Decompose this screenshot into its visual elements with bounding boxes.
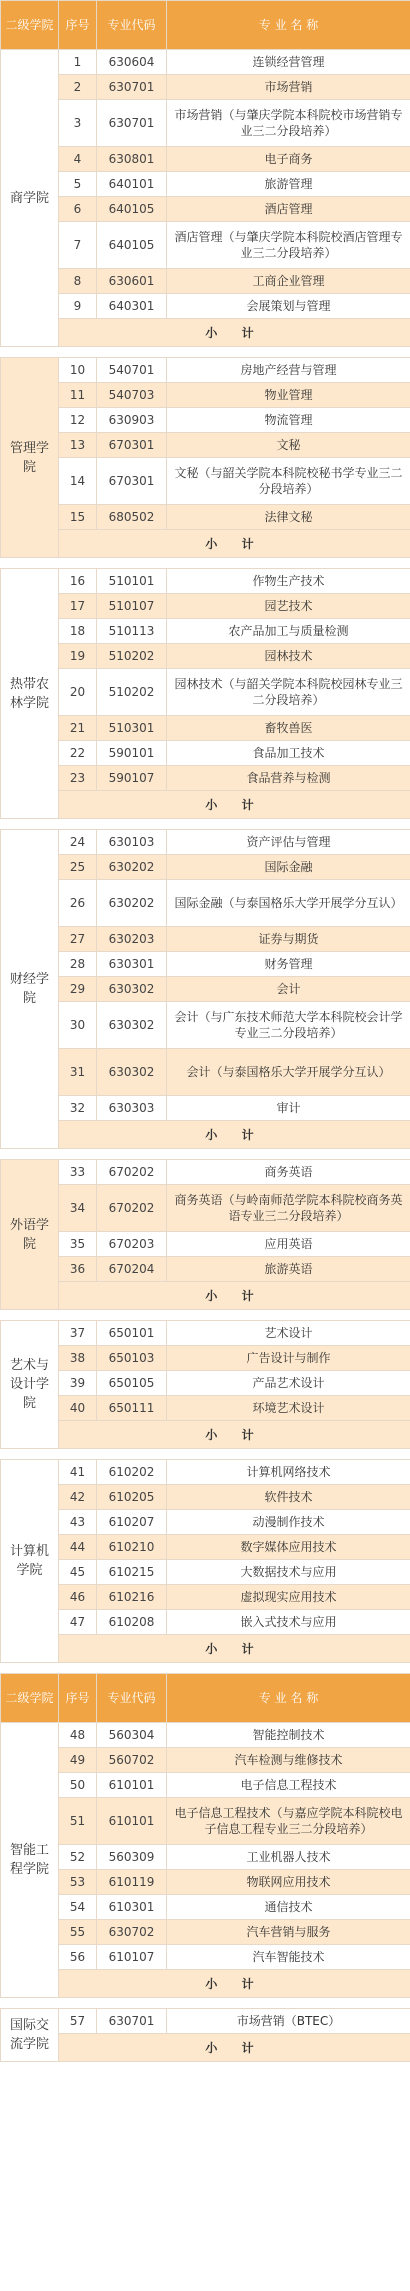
row-number: 34 [59, 1185, 97, 1232]
table-row [1, 1945, 410, 1970]
subtotal-label: 小 计 [59, 319, 410, 347]
major-name: 工商企业管理 [167, 269, 410, 294]
major-code: 680502 [97, 505, 167, 530]
major-code: 630702 [97, 1920, 167, 1945]
major-code: 670203 [97, 1232, 167, 1257]
major-code: 670202 [97, 1160, 167, 1185]
major-name: 园艺技术 [167, 594, 410, 619]
major-code: 630303 [97, 1096, 167, 1121]
major-name: 物流管理 [167, 408, 410, 433]
major-code: 650105 [97, 1371, 167, 1396]
group-gap [1, 1663, 410, 1674]
subtotal-label: 小 计 [59, 1421, 410, 1449]
major-code: 630701 [97, 100, 167, 147]
row-number: 46 [59, 1585, 97, 1610]
table-row [1, 741, 410, 766]
major-code: 630302 [97, 1002, 167, 1049]
major-code: 610101 [97, 1773, 167, 1798]
major-code: 640105 [97, 197, 167, 222]
group-gap [1, 1149, 410, 1160]
row-number: 57 [59, 2009, 97, 2034]
row-number: 39 [59, 1371, 97, 1396]
table-row [1, 1257, 410, 1282]
major-code: 610101 [97, 1798, 167, 1845]
major-code: 670301 [97, 433, 167, 458]
subtotal-row [1, 1121, 410, 1149]
table-row [1, 977, 410, 1002]
row-number: 38 [59, 1346, 97, 1371]
major-name: 电子信息工程技术 [167, 1773, 410, 1798]
major-code: 650101 [97, 1321, 167, 1346]
major-name: 通信技术 [167, 1895, 410, 1920]
major-code: 510202 [97, 644, 167, 669]
major-name: 连锁经营管理 [167, 50, 410, 75]
row-number: 48 [59, 1723, 97, 1748]
table-row [1, 222, 410, 269]
row-number: 10 [59, 358, 97, 383]
table-row [1, 1485, 410, 1510]
table-row [1, 2009, 410, 2034]
major-name: 食品加工技术 [167, 741, 410, 766]
major-name: 资产评估与管理 [167, 830, 410, 855]
row-number: 21 [59, 716, 97, 741]
row-number: 9 [59, 294, 97, 319]
gap-cell [1, 347, 410, 358]
table-row [1, 1870, 410, 1895]
row-number: 53 [59, 1870, 97, 1895]
major-name: 房地产经营与管理 [167, 358, 410, 383]
table-row [1, 952, 410, 977]
row-number: 51 [59, 1798, 97, 1845]
table-row [1, 75, 410, 100]
major-code: 630903 [97, 408, 167, 433]
row-number: 47 [59, 1610, 97, 1635]
table-row [1, 358, 410, 383]
row-number: 22 [59, 741, 97, 766]
major-code: 640101 [97, 172, 167, 197]
major-name: 文秘（与韶关学院本科院校秘书学专业三二分段培养） [167, 458, 410, 505]
major-name: 国际金融（与泰国格乐大学开展学分互认） [167, 880, 410, 927]
major-code: 670204 [97, 1257, 167, 1282]
row-number: 41 [59, 1460, 97, 1485]
row-number: 11 [59, 383, 97, 408]
header-name: 专 业 名 称 [167, 1674, 410, 1723]
college-cell: 商学院 [1, 50, 59, 347]
table-row [1, 458, 410, 505]
row-number: 40 [59, 1396, 97, 1421]
major-code: 610216 [97, 1585, 167, 1610]
college-cell: 管理学院 [1, 358, 59, 558]
major-code: 630103 [97, 830, 167, 855]
table-row [1, 1845, 410, 1870]
table-row [1, 1002, 410, 1049]
subtotal-row [1, 791, 410, 819]
major-code: 510301 [97, 716, 167, 741]
major-name: 虚拟现实应用技术 [167, 1585, 410, 1610]
table-row [1, 408, 410, 433]
major-name: 市场营销（BTEC） [167, 2009, 410, 2034]
row-number: 37 [59, 1321, 97, 1346]
major-name: 作物生产技术 [167, 569, 410, 594]
major-name: 会计 [167, 977, 410, 1002]
major-code: 560304 [97, 1723, 167, 1748]
college-cell: 智能工程学院 [1, 1723, 59, 1998]
subtotal-row [1, 1970, 410, 1998]
row-number: 54 [59, 1895, 97, 1920]
major-code: 510202 [97, 669, 167, 716]
row-number: 26 [59, 880, 97, 927]
row-number: 36 [59, 1257, 97, 1282]
row-number: 1 [59, 50, 97, 75]
gap-cell [1, 1310, 410, 1321]
gap-cell [1, 1149, 410, 1160]
major-code: 510113 [97, 619, 167, 644]
major-name: 汽车智能技术 [167, 1945, 410, 1970]
major-code: 610208 [97, 1610, 167, 1635]
major-name: 数字媒体应用技术 [167, 1535, 410, 1560]
table-row [1, 197, 410, 222]
table-row [1, 1321, 410, 1346]
major-code: 630302 [97, 977, 167, 1002]
row-number: 31 [59, 1049, 97, 1096]
row-number: 33 [59, 1160, 97, 1185]
subtotal-label: 小 计 [59, 1635, 410, 1663]
major-code: 590107 [97, 766, 167, 791]
row-number: 55 [59, 1920, 97, 1945]
major-name: 嵌入式技术与应用 [167, 1610, 410, 1635]
major-name: 物联网应用技术 [167, 1870, 410, 1895]
row-number: 18 [59, 619, 97, 644]
major-code: 510107 [97, 594, 167, 619]
row-number: 49 [59, 1748, 97, 1773]
table-row [1, 766, 410, 791]
major-name: 园林技术 [167, 644, 410, 669]
major-name: 商务英语 [167, 1160, 410, 1185]
major-name: 汽车检测与维修技术 [167, 1748, 410, 1773]
major-name: 畜牧兽医 [167, 716, 410, 741]
row-number: 25 [59, 855, 97, 880]
major-name: 电子信息工程技术（与嘉应学院本科院校电子信息工程专业三二分段培养） [167, 1798, 410, 1845]
major-name: 证券与期货 [167, 927, 410, 952]
row-number: 42 [59, 1485, 97, 1510]
subtotal-label: 小 计 [59, 791, 410, 819]
major-name: 审计 [167, 1096, 410, 1121]
table-row [1, 1510, 410, 1535]
major-code: 650103 [97, 1346, 167, 1371]
subtotal-label: 小 计 [59, 1121, 410, 1149]
major-name: 文秘 [167, 433, 410, 458]
major-name: 大数据技术与应用 [167, 1560, 410, 1585]
major-code: 540703 [97, 383, 167, 408]
table-row [1, 50, 410, 75]
subtotal-label: 小 计 [59, 1970, 410, 1998]
major-code: 630203 [97, 927, 167, 952]
table-row [1, 855, 410, 880]
gap-cell [1, 1998, 410, 2009]
major-name: 产品艺术设计 [167, 1371, 410, 1396]
table-row [1, 669, 410, 716]
major-code: 640301 [97, 294, 167, 319]
major-code: 630701 [97, 2009, 167, 2034]
major-name: 广告设计与制作 [167, 1346, 410, 1371]
major-name: 财务管理 [167, 952, 410, 977]
row-number: 14 [59, 458, 97, 505]
group-gap [1, 1449, 410, 1460]
table-row [1, 505, 410, 530]
major-name: 计算机网络技术 [167, 1460, 410, 1485]
major-code: 670301 [97, 458, 167, 505]
college-cell: 国际交流学院 [1, 2009, 59, 2062]
header-name: 专 业 名 称 [167, 1, 410, 50]
major-code: 630601 [97, 269, 167, 294]
major-name: 会计（与泰国格乐大学开展学分互认） [167, 1049, 410, 1096]
major-code: 630202 [97, 855, 167, 880]
row-number: 43 [59, 1510, 97, 1535]
header-code: 专业代码 [97, 1, 167, 50]
row-number: 19 [59, 644, 97, 669]
subtotal-row [1, 530, 410, 558]
table-header-row [1, 1, 410, 50]
major-name: 市场营销 [167, 75, 410, 100]
row-number: 8 [59, 269, 97, 294]
group-gap [1, 347, 410, 358]
major-name: 旅游英语 [167, 1257, 410, 1282]
college-cell: 艺术与设计学院 [1, 1321, 59, 1449]
table-header-row [1, 1674, 410, 1723]
table-row [1, 1723, 410, 1748]
major-code: 630202 [97, 880, 167, 927]
header-no: 序号 [59, 1, 97, 50]
major-code: 610210 [97, 1535, 167, 1560]
college-cell: 财经学院 [1, 830, 59, 1149]
major-name: 国际金融 [167, 855, 410, 880]
major-name: 智能控制技术 [167, 1723, 410, 1748]
row-number: 2 [59, 75, 97, 100]
major-name: 商务英语（与岭南师范学院本科院校商务英语专业三二分段培养） [167, 1185, 410, 1232]
major-code: 670202 [97, 1185, 167, 1232]
gap-cell [1, 558, 410, 569]
major-name: 会展策划与管理 [167, 294, 410, 319]
major-code: 630701 [97, 75, 167, 100]
subtotal-row [1, 1421, 410, 1449]
major-code: 630604 [97, 50, 167, 75]
table-row [1, 1049, 410, 1096]
table-row [1, 830, 410, 855]
major-name: 园林技术（与韶关学院本科院校园林专业三二分段培养） [167, 669, 410, 716]
major-code: 630302 [97, 1049, 167, 1096]
college-cell: 外语学院 [1, 1160, 59, 1310]
header-college: 二级学院 [1, 1674, 59, 1723]
major-code: 610207 [97, 1510, 167, 1535]
table-row [1, 1895, 410, 1920]
major-code: 610215 [97, 1560, 167, 1585]
major-code: 610202 [97, 1460, 167, 1485]
header-college: 二级学院 [1, 1, 59, 50]
major-name: 酒店管理 [167, 197, 410, 222]
row-number: 28 [59, 952, 97, 977]
table-row [1, 1560, 410, 1585]
gap-cell [1, 1663, 410, 1674]
row-number: 44 [59, 1535, 97, 1560]
row-number: 15 [59, 505, 97, 530]
major-code: 560702 [97, 1748, 167, 1773]
group-gap [1, 558, 410, 569]
row-number: 5 [59, 172, 97, 197]
table-row [1, 619, 410, 644]
subtotal-label: 小 计 [59, 2034, 410, 2062]
major-code: 610107 [97, 1945, 167, 1970]
gap-cell [1, 819, 410, 830]
table-row [1, 1232, 410, 1257]
row-number: 7 [59, 222, 97, 269]
table-row [1, 716, 410, 741]
row-number: 56 [59, 1945, 97, 1970]
header-no: 序号 [59, 1674, 97, 1723]
table-row [1, 1748, 410, 1773]
group-gap [1, 1310, 410, 1321]
row-number: 6 [59, 197, 97, 222]
table-row [1, 1396, 410, 1421]
table-row [1, 1585, 410, 1610]
subtotal-row [1, 2034, 410, 2062]
major-name: 环境艺术设计 [167, 1396, 410, 1421]
table-row [1, 269, 410, 294]
major-code: 590101 [97, 741, 167, 766]
row-number: 52 [59, 1845, 97, 1870]
table-row [1, 1096, 410, 1121]
row-number: 12 [59, 408, 97, 433]
table-row [1, 172, 410, 197]
gap-cell [1, 1449, 410, 1460]
major-name: 物业管理 [167, 383, 410, 408]
major-code: 650111 [97, 1396, 167, 1421]
major-name: 食品营养与检测 [167, 766, 410, 791]
major-name: 酒店管理（与肇庆学院本科院校酒店管理专业三二分段培养） [167, 222, 410, 269]
major-code: 610301 [97, 1895, 167, 1920]
table-row [1, 147, 410, 172]
table-row [1, 1773, 410, 1798]
major-name: 市场营销（与肇庆学院本科院校市场营销专业三二分段培养） [167, 100, 410, 147]
row-number: 50 [59, 1773, 97, 1798]
table-row [1, 1535, 410, 1560]
major-code: 630301 [97, 952, 167, 977]
major-name: 汽车营销与服务 [167, 1920, 410, 1945]
table-row [1, 1346, 410, 1371]
table-row [1, 1185, 410, 1232]
group-gap [1, 819, 410, 830]
table-row [1, 1610, 410, 1635]
major-code: 610119 [97, 1870, 167, 1895]
major-name: 动漫制作技术 [167, 1510, 410, 1535]
major-name: 软件技术 [167, 1485, 410, 1510]
table-row [1, 383, 410, 408]
table-row [1, 1798, 410, 1845]
major-name: 会计（与广东技术师范大学本科院校会计学专业三二分段培养） [167, 1002, 410, 1049]
header-code: 专业代码 [97, 1674, 167, 1723]
table-row [1, 1460, 410, 1485]
row-number: 29 [59, 977, 97, 1002]
major-name: 电子商务 [167, 147, 410, 172]
table-row [1, 1920, 410, 1945]
major-name: 旅游管理 [167, 172, 410, 197]
major-code: 640105 [97, 222, 167, 269]
table-row [1, 644, 410, 669]
table-row [1, 294, 410, 319]
row-number: 32 [59, 1096, 97, 1121]
group-gap [1, 1998, 410, 2009]
major-name: 工业机器人技术 [167, 1845, 410, 1870]
major-code: 610205 [97, 1485, 167, 1510]
row-number: 16 [59, 569, 97, 594]
row-number: 20 [59, 669, 97, 716]
major-name: 农产品加工与质量检测 [167, 619, 410, 644]
row-number: 45 [59, 1560, 97, 1585]
table-row [1, 594, 410, 619]
subtotal-label: 小 计 [59, 530, 410, 558]
row-number: 30 [59, 1002, 97, 1049]
table-row [1, 880, 410, 927]
row-number: 24 [59, 830, 97, 855]
row-number: 3 [59, 100, 97, 147]
subtotal-row [1, 1282, 410, 1310]
major-code: 560309 [97, 1845, 167, 1870]
major-name: 法律文秘 [167, 505, 410, 530]
row-number: 27 [59, 927, 97, 952]
major-code: 630801 [97, 147, 167, 172]
table-row [1, 1160, 410, 1185]
major-code: 510101 [97, 569, 167, 594]
subtotal-row [1, 1635, 410, 1663]
major-name: 艺术设计 [167, 1321, 410, 1346]
row-number: 17 [59, 594, 97, 619]
row-number: 23 [59, 766, 97, 791]
subtotal-row [1, 319, 410, 347]
row-number: 35 [59, 1232, 97, 1257]
major-name: 应用英语 [167, 1232, 410, 1257]
table-row [1, 569, 410, 594]
table-row [1, 1371, 410, 1396]
major-code: 540701 [97, 358, 167, 383]
table-row [1, 100, 410, 147]
table-row [1, 927, 410, 952]
row-number: 4 [59, 147, 97, 172]
college-cell: 计算机学院 [1, 1460, 59, 1663]
row-number: 13 [59, 433, 97, 458]
college-cell: 热带农林学院 [1, 569, 59, 819]
table-row [1, 433, 410, 458]
subtotal-label: 小 计 [59, 1282, 410, 1310]
